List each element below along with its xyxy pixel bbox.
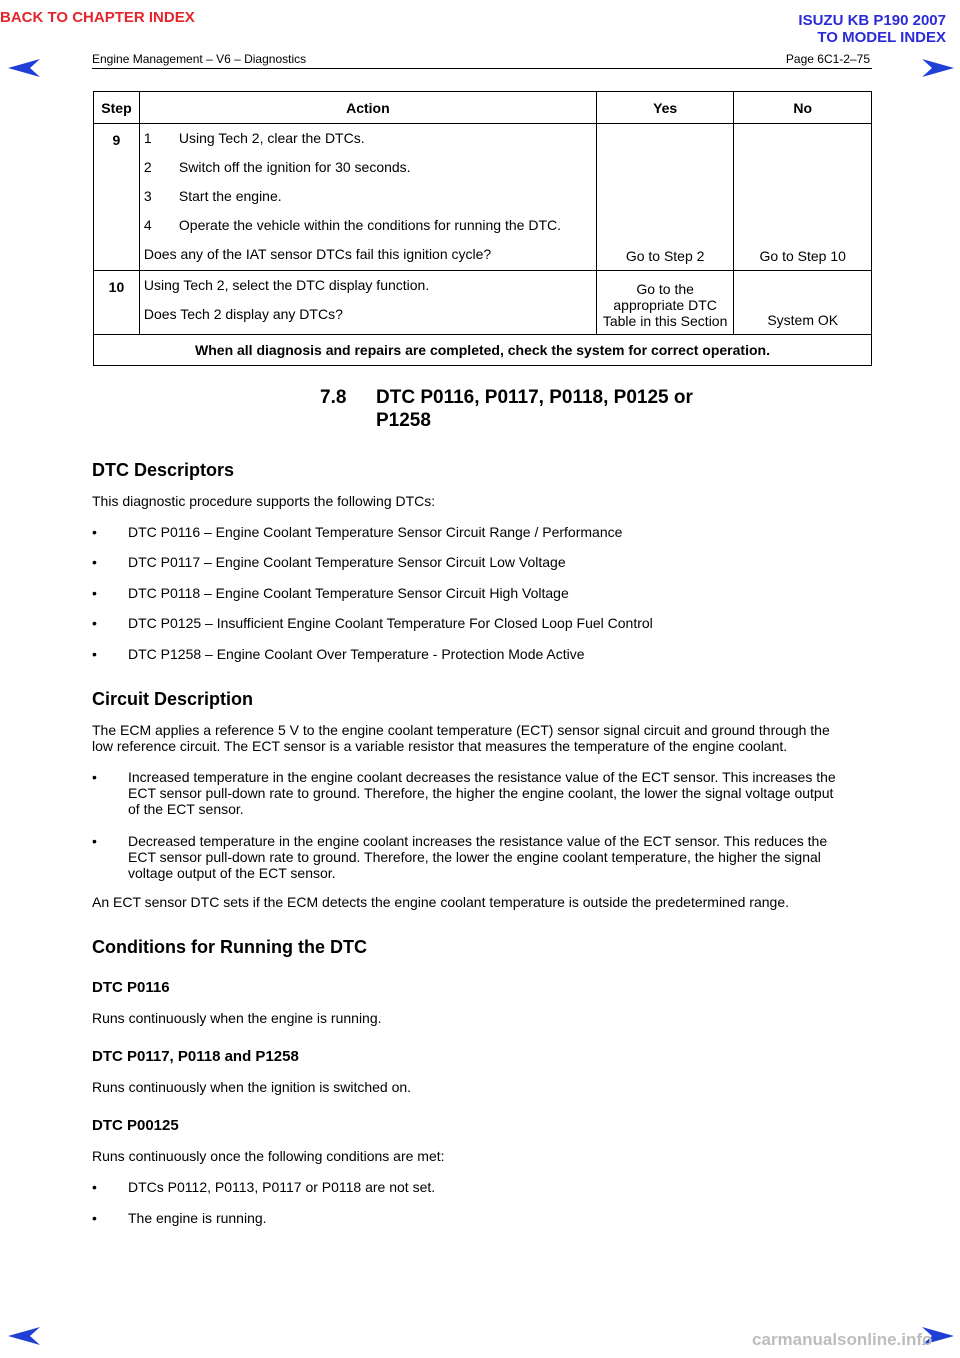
step-number: 9 — [94, 124, 140, 271]
next-page-arrow-icon[interactable] — [922, 58, 954, 78]
col-action-header: Action — [139, 92, 596, 124]
bullet-icon: • — [92, 554, 97, 570]
model-index-label: TO MODEL INDEX — [817, 29, 946, 46]
action-item: 4 Operate the vehicle within the conditions for running the DTC. — [143, 217, 562, 233]
header-rule — [92, 68, 872, 69]
yes-cell: Go to Step 2 — [596, 124, 734, 271]
bullet-icon: • — [92, 585, 97, 601]
no-cell: Go to Step 10 — [734, 124, 872, 271]
condition-subheading: DTC P00125 — [92, 1117, 179, 1134]
descriptors-heading: DTC Descriptors — [92, 460, 235, 480]
watermark: carmanualsonline.info — [752, 1330, 933, 1349]
no-cell: System OK — [734, 271, 872, 335]
bullet-icon: • — [92, 524, 97, 540]
list-item: The engine is running. — [128, 1210, 267, 1226]
list-item: DTC P0116 – Engine Coolant Temperature Sensor Circuit Range / Performance — [128, 524, 623, 540]
circuit-paragraph: The ECM applies a reference 5 V to the engine coolant temperature (ECT) sensor signal circuit and ground through the low reference circuit. The ECT sensor is a variable resistor that measures the temperature of the engine coolant. — [92, 722, 830, 754]
action-question: Does Tech 2 display any DTCs? — [143, 306, 343, 322]
condition-text: Runs continuously once the following conditions are met: — [92, 1148, 445, 1164]
yes-cell: Go to the appropriate DTC Table in this Section — [596, 271, 734, 335]
bullet-icon: • — [92, 1210, 97, 1226]
descriptors-intro: This diagnostic procedure supports the following DTCs: — [92, 493, 436, 509]
circuit-summary: An ECT sensor DTC sets if the ECM detects the engine coolant temperature is outside the predetermined range. — [92, 894, 789, 910]
action-item: 3 Start the engine. — [143, 188, 282, 204]
section-title: DTC P0116, P0117, P0118, P0125 or P1258 — [376, 387, 693, 431]
action-cell — [139, 271, 596, 335]
list-item: DTC P0118 – Engine Coolant Temperature Sensor Circuit High Voltage — [128, 585, 569, 601]
bullet-icon: • — [92, 833, 97, 849]
condition-subheading: DTC P0116 — [92, 979, 170, 996]
list-item: DTC P1258 – Engine Coolant Over Temperature - Protection Mode Active — [128, 646, 585, 662]
circuit-bullet: Increased temperature in the engine coolant decreases the resistance value of the ECT sensor. This increases the ECT sensor pull-down rate to ground. Therefore, the higher the engine coolant, the lower the signal voltage output of the ECT sensor. — [128, 769, 836, 817]
table-row-step-10 — [94, 271, 872, 335]
header-section-title: Engine Management – V6 – Diagnostics — [92, 52, 307, 66]
bullet-icon: • — [92, 646, 97, 662]
list-item: DTCs P0112, P0113, P0117 or P0118 are not set. — [128, 1179, 436, 1195]
bullet-icon: • — [92, 1179, 97, 1195]
previous-page-arrow-icon[interactable] — [8, 58, 40, 78]
table-header-row — [94, 92, 872, 124]
model-title: ISUZU KB P190 2007 — [798, 12, 946, 29]
list-item: DTC P0125 – Insufficient Engine Coolant Temperature For Closed Loop Fuel Control — [128, 615, 653, 631]
bullet-icon: • — [92, 769, 97, 785]
condition-text: Runs continuously when the ignition is switched on. — [92, 1079, 412, 1095]
action-item: 1 Using Tech 2, clear the DTCs. — [143, 130, 365, 146]
condition-text: Runs continuously when the engine is running. — [92, 1010, 382, 1026]
circuit-heading: Circuit Description — [92, 689, 254, 709]
col-step-header: Step — [94, 92, 140, 124]
back-to-chapter-index-link[interactable]: BACK TO CHAPTER INDEX — [0, 9, 195, 26]
header-page-number: Page 6C1-2–75 — [785, 52, 870, 66]
condition-subheading: DTC P0117, P0118 and P1258 — [92, 1048, 299, 1065]
circuit-bullet: Decreased temperature in the engine coolant increases the resistance value of the ECT sensor. This reduces the ECT sensor pull-down rate to ground. Therefore, the lower the engine coolant temperature, the higher the signal voltage output of the ECT sensor. — [128, 833, 828, 881]
conditions-heading: Conditions for Running the DTC — [92, 937, 367, 957]
action-item: 2 Switch off the ignition for 30 seconds. — [143, 159, 411, 175]
table-row-step-9 — [94, 124, 872, 271]
table-footer-row — [94, 335, 872, 366]
action-cell — [139, 124, 596, 271]
list-item: DTC P0117 – Engine Coolant Temperature Sensor Circuit Low Voltage — [128, 554, 566, 570]
col-no-header: No — [734, 92, 872, 124]
step-number: 10 — [94, 271, 140, 335]
action-item: Using Tech 2, select the DTC display function. — [143, 277, 430, 293]
section-number: 7.8 — [320, 387, 347, 408]
previous-page-arrow-bottom-icon[interactable] — [8, 1326, 40, 1346]
table-footer-note: When all diagnosis and repairs are completed, check the system for correct operation. — [94, 335, 872, 366]
col-yes-header: Yes — [596, 92, 734, 124]
diagnostic-table — [93, 91, 872, 366]
action-question: Does any of the IAT sensor DTCs fail this ignition cycle? — [143, 246, 492, 262]
to-model-index-link[interactable] — [798, 12, 946, 46]
bullet-icon: • — [92, 615, 97, 631]
